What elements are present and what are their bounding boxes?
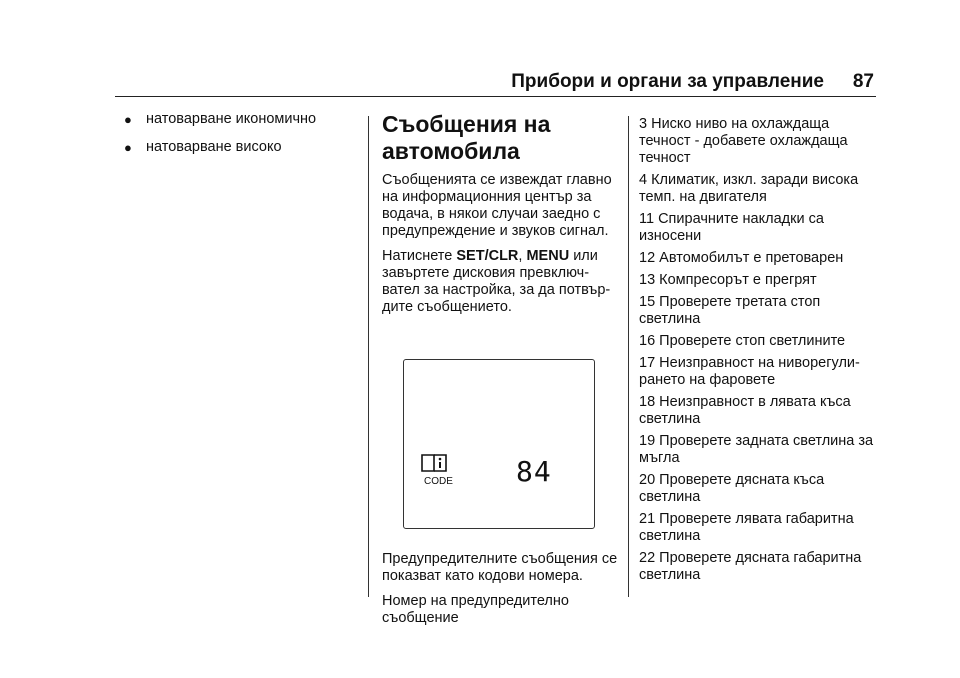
list-item: 15 Проверете третата стоп светлина [639, 294, 821, 327]
page-number: 87 [852, 71, 874, 92]
list-item: 18 Неизправност в лявата къса светлина [639, 394, 851, 427]
driver-info-display-illustration [403, 359, 595, 529]
section-title-line-2: автомобила [382, 138, 520, 164]
middle-column [382, 111, 618, 635]
left-column [124, 111, 356, 167]
column-divider-2 [628, 116, 629, 597]
list-item: 13 Компресорът е прегрят [639, 272, 817, 288]
header-divider [115, 96, 876, 97]
list-item: 16 Проверете стоп светлините [639, 333, 846, 349]
menu-key: MENU [526, 248, 570, 264]
list-item [124, 111, 356, 128]
list-item: 21 Проверете лявата габаритна светлина [639, 511, 854, 544]
page-header-title: Прибори и органи за управление [511, 71, 824, 92]
instruction-prefix: Натиснете [382, 248, 457, 264]
list-item: 11 Спирачните накладки са износени [639, 211, 824, 244]
section-title [382, 111, 618, 165]
list-item [124, 139, 356, 156]
bullet-icon: ● [124, 112, 132, 127]
list-item: 4 Климатик, изкл. заради висока темп. на двигателя [639, 172, 859, 205]
bullet-icon: ● [124, 140, 132, 155]
list-item: 12 Автомобилът е претоварен [639, 250, 844, 266]
set-clr-key: SET/CLR [456, 248, 519, 264]
code-label: CODE [424, 476, 453, 487]
list-item: 3 Ниско ниво на охлаждаща течност - добавете охлаждаща течност [639, 116, 848, 166]
intro-paragraph: Съобщенията се извеждат главно на информационния център за водача, в някои случаи заедно с предупреждение и звуков сигнал. [382, 172, 612, 239]
code-value: 84 [516, 455, 552, 488]
caption-paragraph-1: Предупредителните съобщения се показват като кодови номера. [382, 551, 618, 584]
column-divider-1 [368, 116, 369, 597]
caption-paragraph-2: Номер на предупредително съобщение [382, 593, 569, 626]
list-item: 20 Проверете дясната къса светлина [639, 472, 825, 505]
list-item: 19 Проверете задната светлина за мъгла [639, 433, 874, 466]
list-item-text: натоварване високо [146, 139, 282, 155]
instruction-paragraph [382, 248, 618, 316]
instruction-suffix: или завъртете дисковия превключ-вател за настройка, за да потвър-дите съобщението. [382, 248, 611, 315]
section-title-line-1: Съобщения на [382, 111, 551, 137]
instruction-separator: , [518, 248, 527, 264]
list-item: 22 Проверете дясната габаритна светлина [639, 550, 862, 583]
info-book-icon [420, 452, 448, 474]
list-item-text: натоварване икономично [146, 111, 317, 127]
right-column [639, 116, 879, 589]
list-item: 17 Неизправност на нивoрегули-рането на фаровете [639, 355, 860, 388]
